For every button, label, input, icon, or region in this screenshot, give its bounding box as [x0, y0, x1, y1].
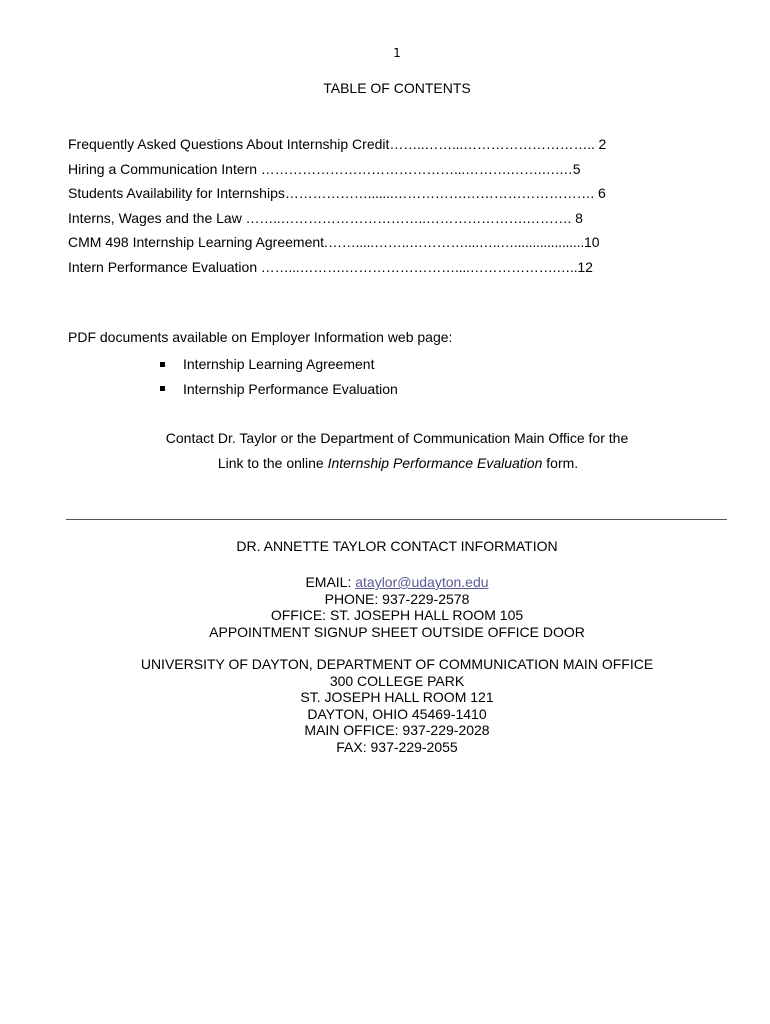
contact-info-heading: DR. ANNETTE TAYLOR CONTACT INFORMATION [236, 538, 558, 554]
main-office-line: ST. JOSEPH HALL ROOM 121 [300, 689, 494, 706]
toc-title: TABLE OF CONTENTS [323, 80, 471, 96]
pdf-documents-list [158, 352, 398, 401]
pdf-document-item [158, 377, 398, 402]
main-office-line: DAYTON, OHIO 45469-1410 [307, 705, 487, 722]
pdf-document-label: Internship Performance Evaluation [183, 380, 398, 397]
pdf-document-item [158, 352, 398, 377]
toc-entry-leader: …….....……..…………....…..…................... [327, 234, 585, 251]
email-label: EMAIL: [305, 574, 356, 590]
contact-note [0, 426, 770, 475]
contact-note-line1: Contact Dr. Taylor or the Department of Communication Main Office for the [165, 430, 629, 446]
email-line [0, 574, 770, 591]
toc-entry-page: 5 [572, 160, 581, 177]
toc-entry[interactable] [68, 181, 606, 206]
toc-list [68, 132, 607, 280]
main-office-line: FAX: 937-229-2055 [336, 738, 458, 755]
main-office-line: UNIVERSITY OF DAYTON, DEPARTMENT OF COMMUNICATION MAIN OFFICE [140, 656, 654, 672]
pdf-document-label: Internship Learning Agreement [183, 356, 375, 372]
pdf-documents-heading: PDF documents available on Employer Information web page: [68, 329, 453, 345]
section-divider [66, 519, 727, 520]
toc-entry-leader: ……..……...……………………….. [389, 136, 595, 152]
office-line: OFFICE: ST. JOSEPH HALL ROOM 105 [270, 607, 524, 624]
toc-entry[interactable] [68, 132, 607, 157]
toc-entry-title: Hiring a Communication Intern [68, 160, 258, 177]
main-office-line: 300 COLLEGE PARK [329, 672, 465, 689]
toc-entry[interactable] [68, 157, 598, 182]
main-office-block [0, 656, 770, 756]
toc-entry[interactable] [68, 255, 598, 280]
toc-entry-leader: ……..…………………………..………………….………. [241, 209, 572, 226]
toc-entry-leader: ……...……….……………………....……………….….. [257, 258, 578, 275]
page-number: 1 [393, 46, 401, 60]
toc-entry-leader: ……………….......…………….………………………. [284, 185, 595, 202]
toc-entry[interactable] [68, 206, 598, 231]
toc-entry-title: Students Availability for Internships [68, 185, 285, 202]
contact-info-block [0, 574, 770, 640]
main-office-line: MAIN OFFICE: 937-229-2028 [304, 722, 490, 739]
contact-note-prefix: Link to the online [217, 454, 328, 471]
contact-note-suffix: form. [542, 454, 579, 471]
toc-entry[interactable] [68, 230, 598, 255]
toc-entry-title: Frequently Asked Questions About Internship Credit [68, 136, 390, 152]
toc-entry-page: 8 [571, 209, 583, 226]
contact-note-line2 [0, 451, 770, 476]
appointment-line: APPOINTMENT SIGNUP SHEET OUTSIDE OFFICE DOOR [209, 623, 585, 640]
evaluation-form-name: Internship Performance Evaluation [327, 454, 543, 471]
email-link[interactable]: ataylor@udayton.edu [355, 574, 489, 590]
toc-entry-title: Intern Performance Evaluation [68, 258, 258, 275]
square-bullet-icon [160, 362, 165, 367]
phone-line: PHONE: 937-229-2578 [324, 590, 470, 607]
toc-entry-page: 10 [584, 234, 600, 251]
toc-entry-page: 6 [594, 185, 606, 202]
toc-entry-leader: ……………………………………...……….…….….… [257, 160, 573, 177]
toc-entry-page: 12 [577, 258, 593, 275]
square-bullet-icon [160, 386, 165, 391]
toc-entry-title: Interns, Wages and the Law [68, 209, 242, 226]
toc-entry-title: CMM 498 Internship Learning Agreement. [68, 234, 328, 251]
toc-entry-page: 2 [594, 136, 607, 152]
